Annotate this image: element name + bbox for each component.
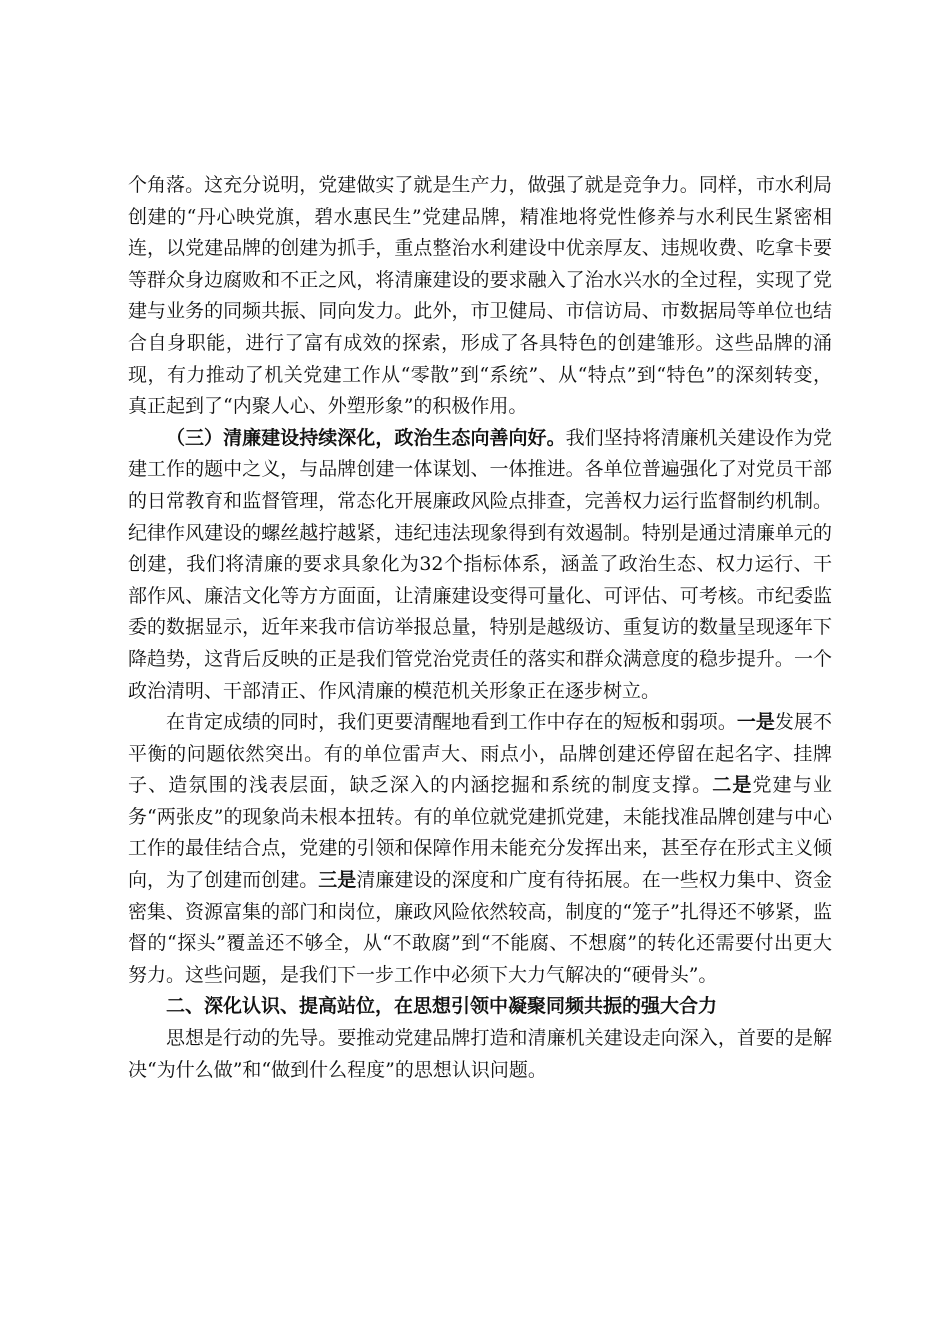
- paragraph-shortcomings: [128, 707, 832, 991]
- point-three-label: 三是: [318, 869, 357, 892]
- paragraph-clean-building: [128, 423, 832, 707]
- paragraph-thought-leadership: 思想是行动的先导。要推动党建品牌打造和清廉机关建设走向深入，首要的是解决“为什么做”和“做到什么程度”的思想认识问题。: [128, 1027, 832, 1081]
- paragraph-bold-lead: （三）清廉建设持续深化，政治生态向善向好。: [166, 426, 566, 449]
- section-heading: 二、深化认识、提高站位，在思想引领中凝聚同频共振的强大合力: [166, 995, 718, 1018]
- document-body: [128, 170, 832, 1086]
- paragraph-continuation: 个角落。这充分说明，党建做实了就是生产力，做强了就是竞争力。同样，市水利局创建的“丹心映党旗，碧水惠民生”党建品牌，精准地将党性修养与水利民生紧密相连，以党建品牌的创建为抓手，重点整治水利建设中优亲厚友、违规收费、吃拿卡要等群众身边腐败和不正之风，将清廉建设的要求融入了治水兴水的全过程，实现了党建与业务的同频共振、同向发力。此外，市卫健局、市信访局、市数据局等单位也结合自身职能，进行了富有成效的探索，形成了各具特色的创建雏形。这些品牌的涌现，有力推动了机关党建工作从“零散”到“系统”、从“特点”到“特色”的深刻转变，真正起到了“内聚人心、外塑形象”的积极作用。: [128, 174, 832, 418]
- paragraph-body-text: 我们坚持将清廉机关建设作为党建工作的题中之义，与品牌创建一体谋划、一体推进。各单位普遍强化了对党员干部的日常教育和监督管理，常态化开展廉政风险点排查，完善权力运行监督制约机制。纪律作风建设的螺丝越拧越紧，违纪违法现象得到有效遏制。特别是通过清廉单元的创建，我们将清廉的要求具象化为32个指标体系，涵盖了政治生态、权力运行、干部作风、廉洁文化等方方面面，让清廉建设变得可量化、可评估、可考核。市纪委监委的数据显示，近年来我市信访举报总量，特别是越级访、重复访的数量呈现逐年下降趋势，这背后反映的正是我们管党治党责任的落实和群众满意度的稳步提升。一个政治清明、干部清正、作风清廉的模范机关形象正在逐步树立。: [128, 426, 832, 702]
- point-two-text: 党建与业务“两张皮”的现象尚未根本扭转。有的单位就党建抓党建，未能找准品牌创建与中心工作的最佳结合点，党建的引领和保障作用未能充分发挥出来，甚至存在形式主义倾向，为了创建而创建。: [128, 774, 832, 892]
- point-one-label: 一是: [736, 711, 775, 734]
- point-one-text: 发展不平衡的问题依然突出。有的单位雷声大、雨点小，品牌创建还停留在起名字、挂牌子、造氛围的浅表层面，缺乏深入的内涵挖掘和系统的制度支撑。: [128, 711, 832, 797]
- point-three-text: 清廉建设的深度和广度有待拓展。在一些权力集中、资金密集、资源富集的部门和岗位，廉政风险依然较高，制度的“笼子”扎得还不够紧，监督的“探头”覆盖还不够全，从“不敢腐”到“不能腐、不想腐”的转化还需要付出更大努力。这些问题，是我们下一步工作中必须下大力气解决的“硬骨头”。: [128, 869, 832, 986]
- point-two-label: 二是: [712, 774, 753, 797]
- paragraph-intro-text: 在肯定成绩的同时，我们更要清醒地看到工作中存在的短板和弱项。: [166, 711, 737, 734]
